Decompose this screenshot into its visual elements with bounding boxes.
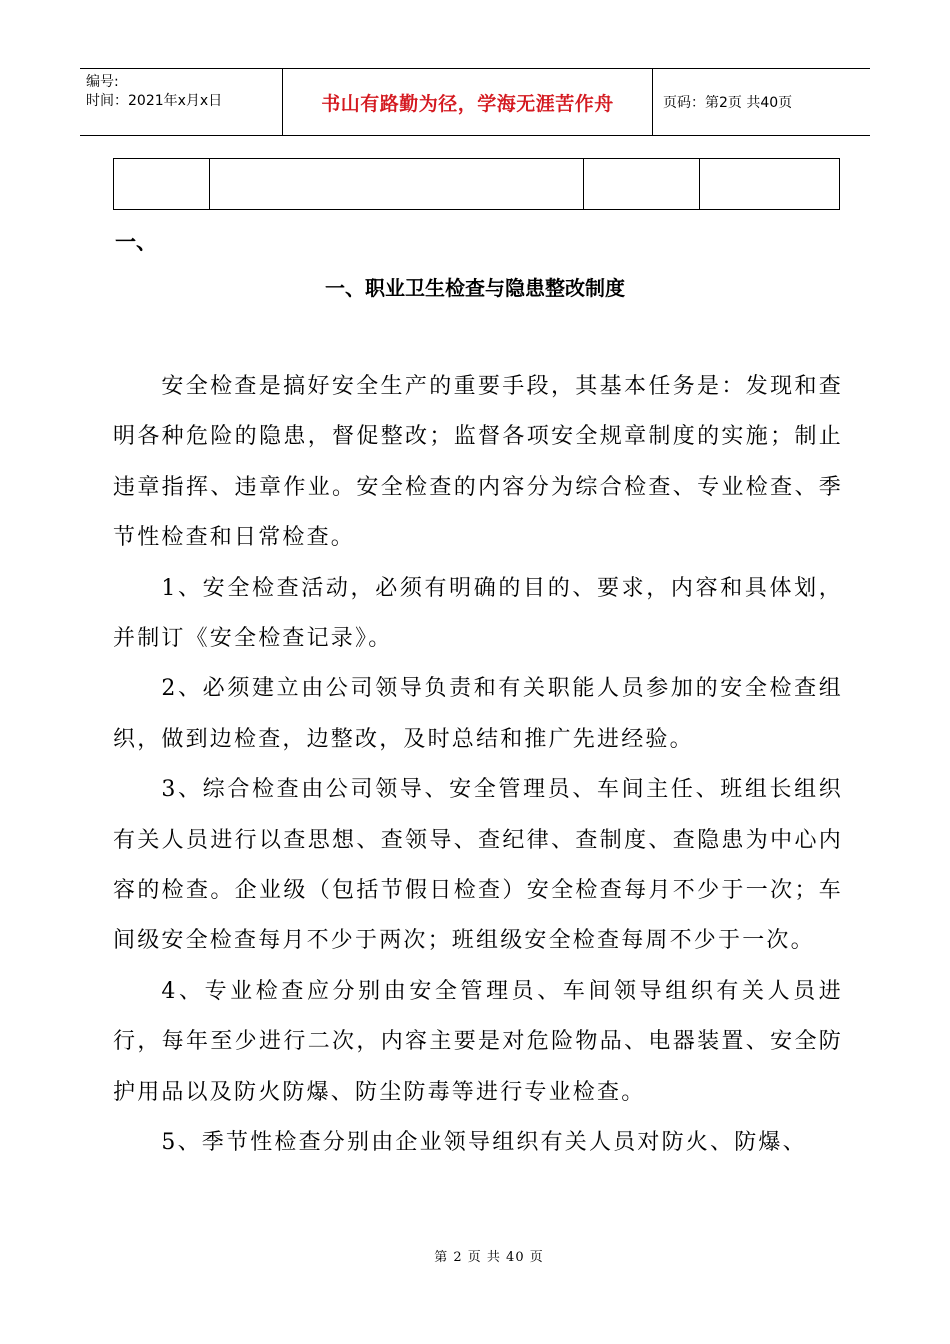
stray-heading: 一、 [115,230,157,254]
document-body [113,362,843,1169]
page-title [0,272,950,301]
table-cell [210,159,584,210]
paragraph: 5、季节性检查分别由企业领导组织有关人员对防火、防爆、 [161,1130,807,1156]
title-text: 一、职业卫生检查与隐患整改制度 [325,276,625,300]
empty-table [113,158,840,210]
table-cell [584,159,700,210]
date-line: 时间：2021年x月x日 [86,93,223,109]
header-motto: 书山有路勤为径，学海无涯苦作舟 [283,69,653,135]
header-page-info: 页码：第2页 共40页 [663,95,793,111]
page-header [80,68,870,136]
paragraph: 1、安全检查活动，必须有明确的目的、要求，内容和具体划，并制订《安全检查记录》。 [113,575,843,652]
table-cell [114,159,210,210]
page-footer [0,1246,950,1265]
paragraph: 4、专业检查应分别由安全管理员、车间领导组织有关人员进行，每年至少进行二次，内容主要是对危险物品、电器装置、安全防护用品以及防火防爆、防尘防毒等进行专业检查。 [113,978,843,1105]
table-cell [700,159,840,210]
paragraph: 2、必须建立由公司领导负责和有关职能人员参加的安全检查组织，做到边检查，边整改，及时总结和推广先进经验。 [113,676,843,752]
paragraph: 安全检查是搞好安全生产的重要手段，其基本任务是：发现和查明各种危险的隐患，督促整改；监督各项安全规章制度的实施；制止违章指挥、违章作业。安全检查的内容分为综合检查、专业检查、季节性检查和日常检查。 [113,374,843,551]
paragraph: 3、综合检查由公司领导、安全管理员、车间主任、班组长组织有关人员进行以查思想、查领导、查纪律、查制度、查隐患为中心内容的检查。企业级（包括节假日检查）安全检查每月不少于一次；车间级安全检查每月不少于两次；班组级安全检查每周不少于一次。 [113,777,843,954]
table-row [114,159,840,210]
serial-label: 编号: [86,74,119,90]
footer-page-number: 第 2 页 共 40 页 [434,1250,544,1265]
header-meta [80,69,283,135]
